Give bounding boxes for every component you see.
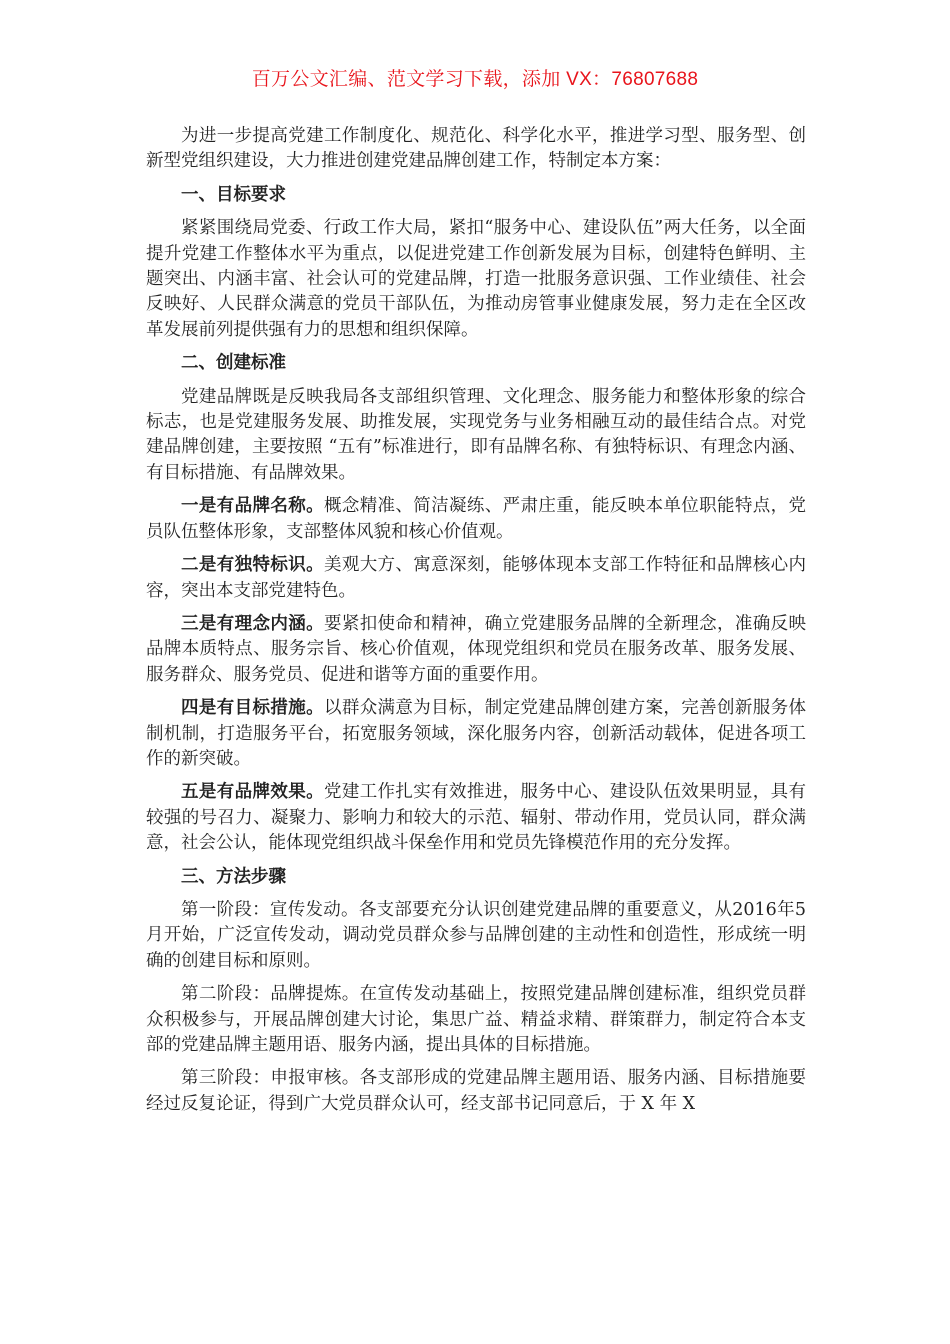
standard-item-lead: 四是有目标措施。 — [181, 698, 324, 719]
standard-item-text: 概念精准、简洁凝练、严肃庄重，能反映本单位职能特点，党员队伍整体形象，支部整体风貌和核心价值观。 — [146, 496, 807, 542]
stage-paragraph-2: 第二阶段：品牌提炼。在宣传发动基础上，按照党建品牌创建标准，组织党员群众积极参与，开展品牌创建大讨论，集思广益、精益求精、群策群力，制定符合本支部的党建品牌主题用语、服务内涵，提出具体的目标措施。 — [146, 984, 806, 1055]
standard-item-5 — [146, 780, 806, 856]
standard-item-text: 要紧扣使命和精神，确立党建服务品牌的全新理念，准确反映品牌本质特点、服务宗旨、核心价值观，体现党组织和党员在服务改革、服务发展、服务群众、服务党员、促进和谐等方面的重要作用。 — [146, 613, 807, 685]
stage-paragraph-1: 第一阶段：宣传发动。各支部要充分认识创建党建品牌的重要意义，从2016年5月开始，广泛宣传发动，调动党员群众参与品牌创建的主动性和创造性，形成统一明确的创建目标和原则。 — [146, 899, 806, 971]
standard-item-lead: 三是有理念内涵。 — [181, 613, 324, 634]
standard-item-4 — [146, 696, 806, 772]
standard-item-lead: 一是有品牌名称。 — [181, 496, 324, 517]
section1-paragraph: 紧紧围绕局党委、行政工作大局，紧扣“服务中心、建设队伍”两大任务，以全面提升党建工作整体水平为重点，以促进党建工作创新发展为目标，创建特色鲜明、主题突出、内涵丰富、社会认可的党建品牌，打造一批服务意识强、工作业绩佳、社会反映好、人民群众满意的党员干部队伍，为推动房管事业健康发展，努力走在全区改革发展前列提供强有力的思想和组织保障。 — [146, 218, 806, 340]
section1-heading: 一、目标要求 — [181, 184, 286, 205]
intro-paragraph: 为进一步提高党建工作制度化、规范化、科学化水平，推进学习型、服务型、创新型党组织建设，大力推进创建党建品牌创建工作，特制定本方案： — [146, 126, 806, 172]
standard-item-text: 美观大方、寓意深刻，能够体现本支部工作特征和品牌核心内容，突出本支部党建特色。 — [146, 555, 807, 601]
standard-item-text: 党建工作扎实有效推进，服务中心、建设队伍效果明显，具有较强的号召力、凝聚力、影响力和较大的示范、辐射、带动作用，党员认同，群众满意，社会公认，能体现党组织战斗保垒作用和党员先锋模范作用的充分发挥。 — [146, 782, 807, 854]
stage-paragraph-3: 第三阶段：申报审核。各支部形成的党建品牌主题用语、服务内涵、目标措施要经过反复论证，得到广大党员群众认可，经支部书记同意后，于 X 年 X — [146, 1068, 806, 1114]
standard-item-text: 以群众满意为目标，制定党建品牌创建方案，完善创新服务体制机制，打造服务平台，拓宽服务领域，深化服务内容，创新活动载体，促进各项工作的新突破。 — [146, 698, 807, 769]
standard-item-2 — [146, 553, 806, 604]
standard-item-1 — [146, 494, 806, 545]
section3-heading: 三、方法步骤 — [181, 866, 286, 887]
section2-paragraph: 党建品牌既是反映我局各支部组织管理、文化理念、服务能力和整体形象的综合标志，也是党建服务发展、助推发展，实现党务与业务相融互动的最佳结合点。对党建品牌创建，主要按照 “五有”标准进行，即有品牌名称、有独特标识、有理念内涵、有目标措施、有品牌效果。 — [146, 386, 806, 483]
section2-heading: 二、创建标准 — [181, 353, 286, 374]
standard-item-lead: 五是有品牌效果。 — [181, 782, 324, 803]
standard-item-3 — [146, 612, 806, 688]
document-body — [146, 124, 806, 1125]
watermark-header: 百万公文汇编、范文学习下载，添加 VX：76807688 — [251, 69, 699, 90]
standard-item-lead: 二是有独特标识。 — [181, 555, 324, 576]
